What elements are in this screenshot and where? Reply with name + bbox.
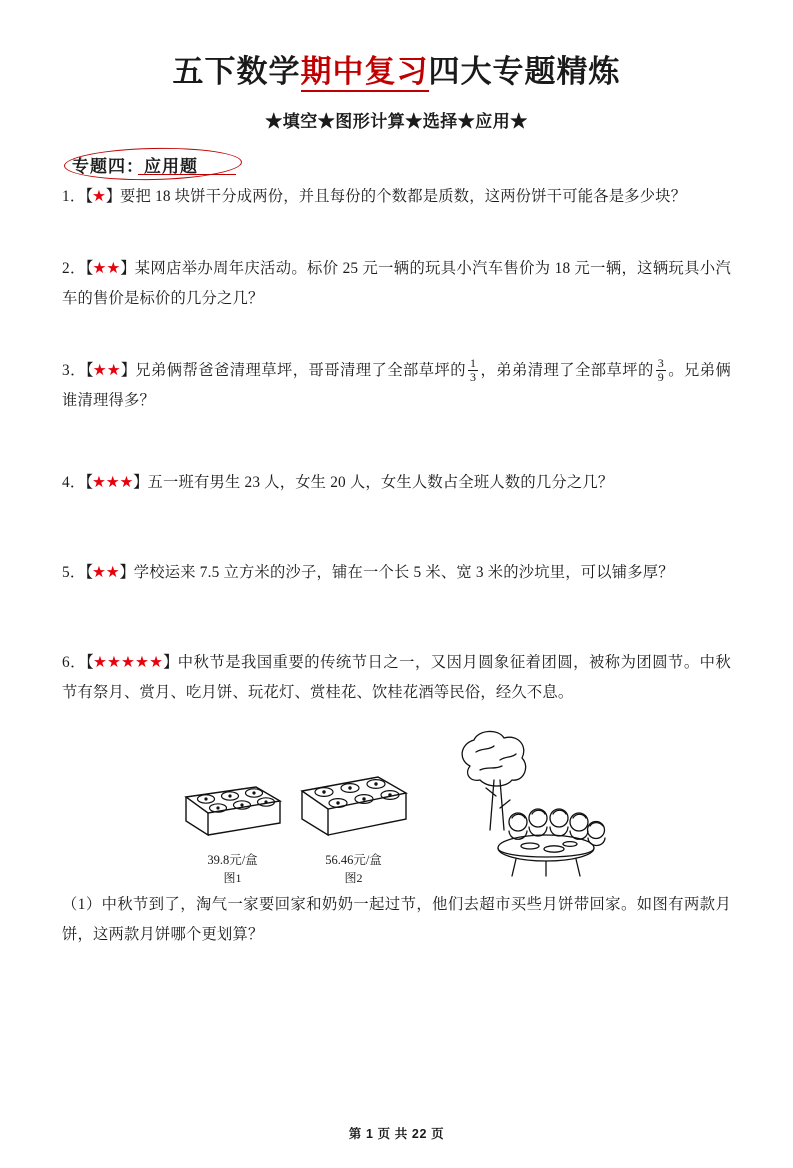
page-title: [62, 46, 731, 91]
answer-space-2: [62, 314, 731, 356]
figure-box1-price: 39.8元/盒: [207, 853, 258, 867]
question-1: 1．【★】要把 18 块饼干分成两份，并且每份的个数都是质数，这两份饼干可能各是多少块？: [62, 188, 687, 205]
question-4: 4．【★★★】五一班有男生 23 人，女生 20 人，女生人数占全班人数的几分之几？: [62, 474, 614, 491]
mooncake-box-small-icon: [178, 775, 288, 841]
answer-space-5: [62, 588, 731, 648]
mooncake-box-large-icon: [294, 767, 414, 841]
question-6-text: 中秋节是我国重要的传统节日之一，又因月圆象征着团圆，被称为团圆节。中秋节有祭月、赏月、吃月饼、玩花灯、赏桂花、饮桂花酒等民俗，经久不息。: [62, 654, 731, 701]
fraction-three-ninths: $\frac{3}{9}$: [657, 356, 664, 384]
section-heading: 专题四：应用题: [72, 157, 198, 176]
figure-mooncake-boxes: [62, 718, 731, 886]
answer-space-1: [62, 212, 731, 254]
title-highlight: 期中复习: [301, 54, 429, 92]
question-1-text: 要把 18 块饼干分成两份，并且每份的个数都是质数，这两份饼干可能各是多少块？: [120, 188, 687, 205]
question-3-text-a: 兄弟俩帮爸爸清理草坪，哥哥清理了全部草坪的: [135, 362, 467, 379]
answer-space-3: [62, 416, 731, 468]
question-6: 6．【★★★★★】中秋节是我国重要的传统节日之一，又因月圆象征着团圆，被称为团圆节。中秋节有祭月、赏月、吃月饼、玩花灯、赏桂花、饮桂花酒等民俗，经久不息。: [62, 654, 731, 701]
question-4-number: 4．: [62, 474, 86, 491]
family-table-tree-icon: [420, 726, 616, 886]
title-part1: 五下数学: [172, 54, 301, 89]
question-3-text-b: ，弟弟清理了全部草坪的: [480, 362, 654, 379]
question-6-sub-1: （1）中秋节到了，淘气一家要回家和奶奶一起过节，他们去超市买些月饼带回家。如图有两款月饼，这两款月饼哪个更划算？: [62, 896, 731, 943]
question-1-stars: ★: [92, 188, 106, 205]
question-4-text: 五一班有男生 23 人，女生 20 人，女生人数占全班人数的几分之几？: [147, 474, 614, 491]
question-6-stars: ★★★★★: [92, 654, 164, 671]
question-3-text-c: 。兄弟俩谁清理得多？: [62, 362, 731, 409]
fraction-one-third: $\frac{1}{3}$: [470, 356, 477, 384]
figure-box2: [294, 767, 414, 886]
question-2: 2．【★★】某网店举办周年庆活动。标价 25 元一辆的玩具小汽车售价为 18 元一辆，这辆玩具小汽车的售价是标价的几分之几？: [62, 260, 731, 307]
question-2-text: 某网店举办周年庆活动。标价 25 元一辆的玩具小汽车售价为 18 元一辆，这辆玩具小汽车的售价是标价的几分之几？: [62, 260, 731, 307]
question-4-stars: ★★★: [92, 474, 134, 491]
question-6-number: 6．: [62, 654, 86, 671]
page-subtitle: ★填空★图形计算★选择★应用★: [265, 112, 528, 131]
question-5: 5．【★★】学校运来 7.5 立方米的沙子，铺在一个长 5 米、宽 3 米的沙坑里，可以铺多厚？: [62, 564, 674, 581]
question-2-stars: ★★: [92, 260, 121, 277]
figure-box1-label: 图1: [223, 871, 242, 885]
figure-box2-price: 56.46元/盒: [325, 853, 382, 867]
figure-box2-label: 图2: [344, 871, 363, 885]
question-5-stars: ★★: [92, 564, 120, 581]
question-3-stars: ★★: [92, 362, 121, 379]
document-page: [0, 46, 793, 1168]
section-heading-wrap: [64, 148, 731, 182]
title-part2: 四大专题精炼: [428, 54, 621, 89]
question-1-number: 1．: [62, 188, 86, 205]
question-5-number: 5．: [62, 564, 86, 581]
question-3: 3．【★★】兄弟俩帮爸爸清理草坪，哥哥清理了全部草坪的 $\frac{1}{3}$ ，弟弟清理了全部草坪的 $\frac{3}{9}$ 。兄弟俩谁清理得多？: [62, 356, 731, 409]
page-footer: 第 1 页 共 22 页: [348, 1127, 445, 1141]
question-3-number: 3．: [62, 362, 86, 379]
question-5-text: 学校运来 7.5 立方米的沙子，铺在一个长 5 米、宽 3 米的沙坑里，可以铺多厚？: [133, 564, 674, 581]
figure-box1: [178, 775, 288, 886]
question-2-number: 2．: [62, 260, 86, 277]
answer-space-4: [62, 498, 731, 558]
figure-family-scene: [420, 726, 616, 886]
